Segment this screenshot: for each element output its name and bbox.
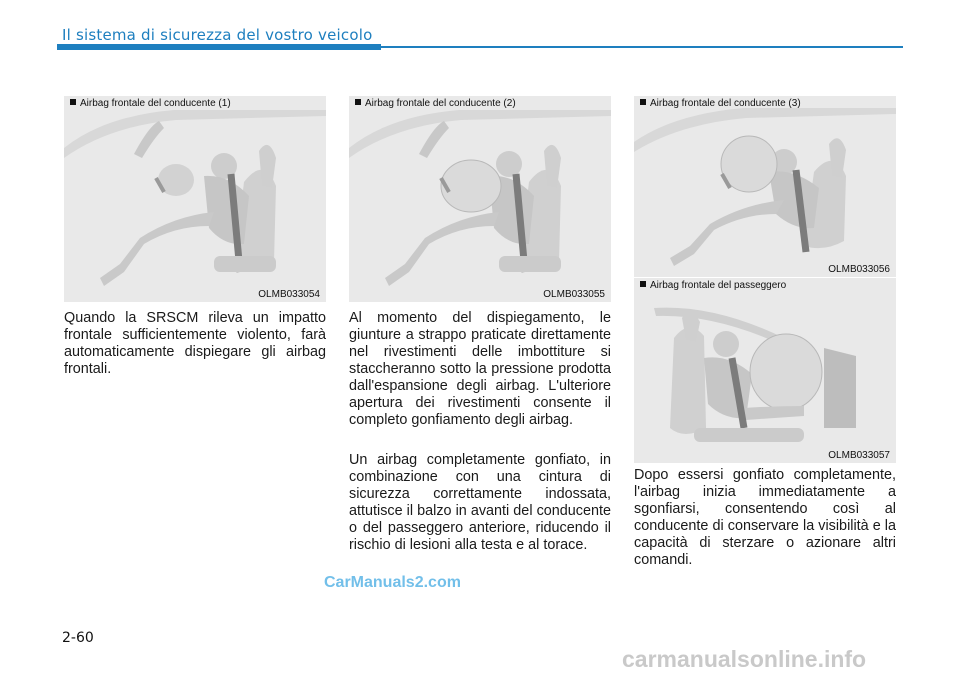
driver-airbag-illustration <box>64 96 326 302</box>
watermark-carmanuals2[interactable]: CarManuals2.com <box>324 574 461 591</box>
driver-airbag-inflated-illustration <box>634 96 896 277</box>
paragraph-col2-a: Al momento del dispiegamento, le giunture a strappo praticate direttamente nel rivestimenti delle imbottiture si staccheranno sotto la pressione prodotta dall'espansione degli airbag. L'ulteriore apertura dei rivestimenti consente il completo gonfiamento degli airbag. <box>349 310 611 428</box>
figure-code: OLMB033056 <box>828 264 890 275</box>
page-number: 2-60 <box>62 630 94 646</box>
caption-bullet-icon <box>640 281 646 287</box>
paragraph-col3: Dopo essersi gonfiato completamente, l'airbag inizia immediatamente a sgonfiarsi, consentendo così al conducente di conservare la visibilità e la capacità di sterzare o azionare altri comandi. <box>634 467 896 568</box>
caption-bullet-icon <box>70 99 76 105</box>
driver-airbag-deploying-illustration <box>349 96 611 302</box>
figure-driver-airbag-1 <box>64 96 326 302</box>
header-rule-thin <box>381 46 903 48</box>
figure-caption: Airbag frontale del conducente (3) <box>650 98 801 109</box>
caption-bullet-icon <box>355 99 361 105</box>
header-rule-thick <box>57 44 381 50</box>
passenger-airbag-illustration <box>634 278 896 463</box>
figure-caption: Airbag frontale del conducente (1) <box>80 98 231 109</box>
section-title: Il sistema di sicurezza del vostro veicolo <box>62 26 373 44</box>
figure-passenger-airbag <box>634 278 896 463</box>
paragraph-col1: Quando la SRSCM rileva un impatto frontale sufficientemente violento, farà automaticamente dispiegare gli airbag frontali. <box>64 310 326 377</box>
caption-bullet-icon <box>640 99 646 105</box>
watermark-carmanualsonline[interactable]: carmanualsonline.info <box>622 646 867 672</box>
figure-code: OLMB033057 <box>828 450 890 461</box>
figure-driver-airbag-3 <box>634 96 896 277</box>
figure-caption: Airbag frontale del passeggero <box>650 280 787 291</box>
figure-code: OLMB033054 <box>258 289 320 300</box>
figure-code: OLMB033055 <box>543 289 605 300</box>
figure-caption: Airbag frontale del conducente (2) <box>365 98 516 109</box>
paragraph-col2-b: Un airbag completamente gonfiato, in combinazione con una cintura di sicurezza correttamente indossata, attutisce il balzo in avanti del conducente o del passeggero anteriore, riducendo il rischio di lesioni alla testa e al torace. <box>349 452 611 553</box>
figure-driver-airbag-2 <box>349 96 611 302</box>
